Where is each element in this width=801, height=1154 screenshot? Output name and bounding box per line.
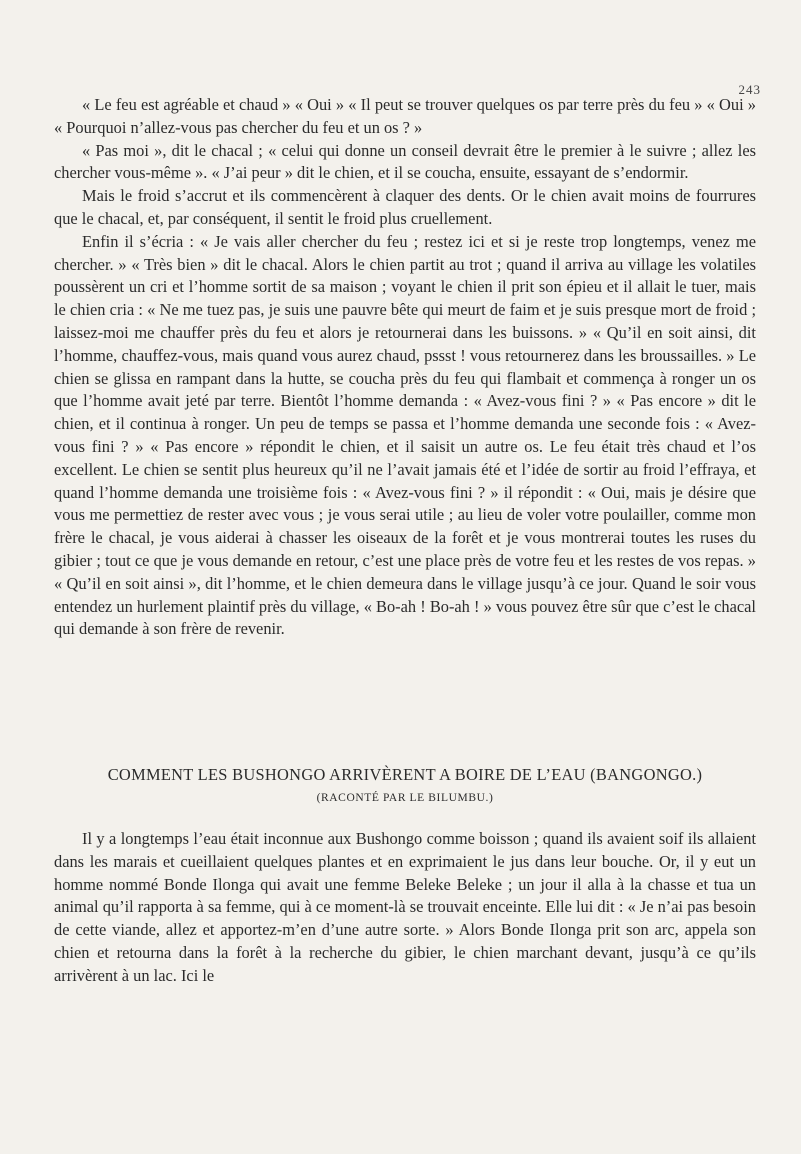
section-title: COMMENT LES BUSHONGO ARRIVÈRENT A BOIRE DE L’EAU (BANGONGO.) [107,765,703,784]
paragraph: Il y a longtemps l’eau était inconnue aux Bushongo comme boisson ; quand ils avaient soif ils allaient dans les marais et cueillaient quelques plantes et en exprimaient le jus dans leur bouche. Or, il y eut un homme nommé Bonde Ilonga qui avait une femme Beleke Beleke ; un jour il alla à la chasse et tua un animal qu’il rapporta à sa femme, qui à ce moment-là se trouvait enceinte. Elle lui dit : « Je n’ai pas besoin de cette viande, allez et apportez-m’en d’une autre sorte. » Alors Bonde Ilonga prit son arc, appela son chien et retourna dans la forêt à la recherche du gibier, le chien marchant devant, jusqu’à ce qu’ils arrivèrent à un lac. Ici le [54,829,756,985]
story-text-block [54,94,756,641]
section-subtitle: (RACONTÉ PAR LE BILUMBU.) [316,792,494,804]
paragraph: Enfin il s’écria : « Je vais aller chercher du feu ; restez ici et si je reste trop longtemps, venez me chercher. » « Très bien » dit le chacal. Alors le chien partit au trot ; quand il arriva au village les volatiles poussèrent un cri et l’homme sortit de sa maison ; voyant le chien il prit son épieu et il allait le tuer, mais le chien cria : « Ne me tuez pas, je suis une pauvre bête qui meurt de faim et je suis presque mort de froid ; laissez-moi me chauffer près du feu et alors je retournerai dans les buissons. » « Qu’il en soit ainsi, dit l’homme, chauffez-vous, mais quand vous aurez chaud, pssst ! vous retournerez dans les broussailles. » Le chien se glissa en rampant dans la hutte, se coucha près du feu qui flambait et commença à ronger un os que l’homme avait jeté par terre. Bientôt l’homme demanda : « Avez-vous fini ? » « Pas encore » dit le chien, et il continua à ronger. Un peu de temps se passa et l’homme demanda une seconde fois : « Avez-vous fini ? » « Pas encore » répondit le chien, et il saisit un autre os. Le feu était très chaud et l’os excellent. Le chien se sentit plus heureux qu’il ne l’avait jamais été et l’idée de sortir au froid l’effraya, et quand l’homme demanda une troisième fois : « Avez-vous fini ? » il répondit : « Oui, mais je désire que vous me permettiez de rester avec vous ; je vous serai utile ; au lieu de voler votre poulailler, comme mon frère le chacal, je vous aiderai à chasser les oiseaux de la forêt et je vous montrerai toutes les ruses du gibier ; tout ce que je vous demande en retour, c’est une place près de votre feu et les restes de vos repas. » « Qu’il en soit ainsi », dit l’homme, et le chien demeura dans le village jusqu’à ce jour. Quand le soir vous entendez un hurlement plaintif près du village, « Bo-ah ! Bo-ah ! » vous pouvez être sûr que c’est le chacal qui demande à son frère de revenir. [54,231,756,639]
paragraph: « Le feu est agréable et chaud » « Oui » « Il peut se trouver quelques os par terre près du feu » « Oui » « Pourquoi n’allez-vous pas chercher du feu et un os ? » [54,95,756,137]
page-number: 243 [738,82,761,97]
paragraph: « Pas moi », dit le chacal ; « celui qui donne un conseil devrait être le premier à le suivre ; allez les chercher vous-même ». « J’ai peur » dit le chien, et il se coucha, ensuite, essayant de s’endormir. [54,140,756,183]
paragraph: Mais le froid s’accrut et ils commencèrent à claquer des dents. Or le chien avait moins de fourrures que le chacal, et, par conséquent, il sentit le froid plus cruellement. [54,186,756,228]
section-text-block [54,828,756,988]
